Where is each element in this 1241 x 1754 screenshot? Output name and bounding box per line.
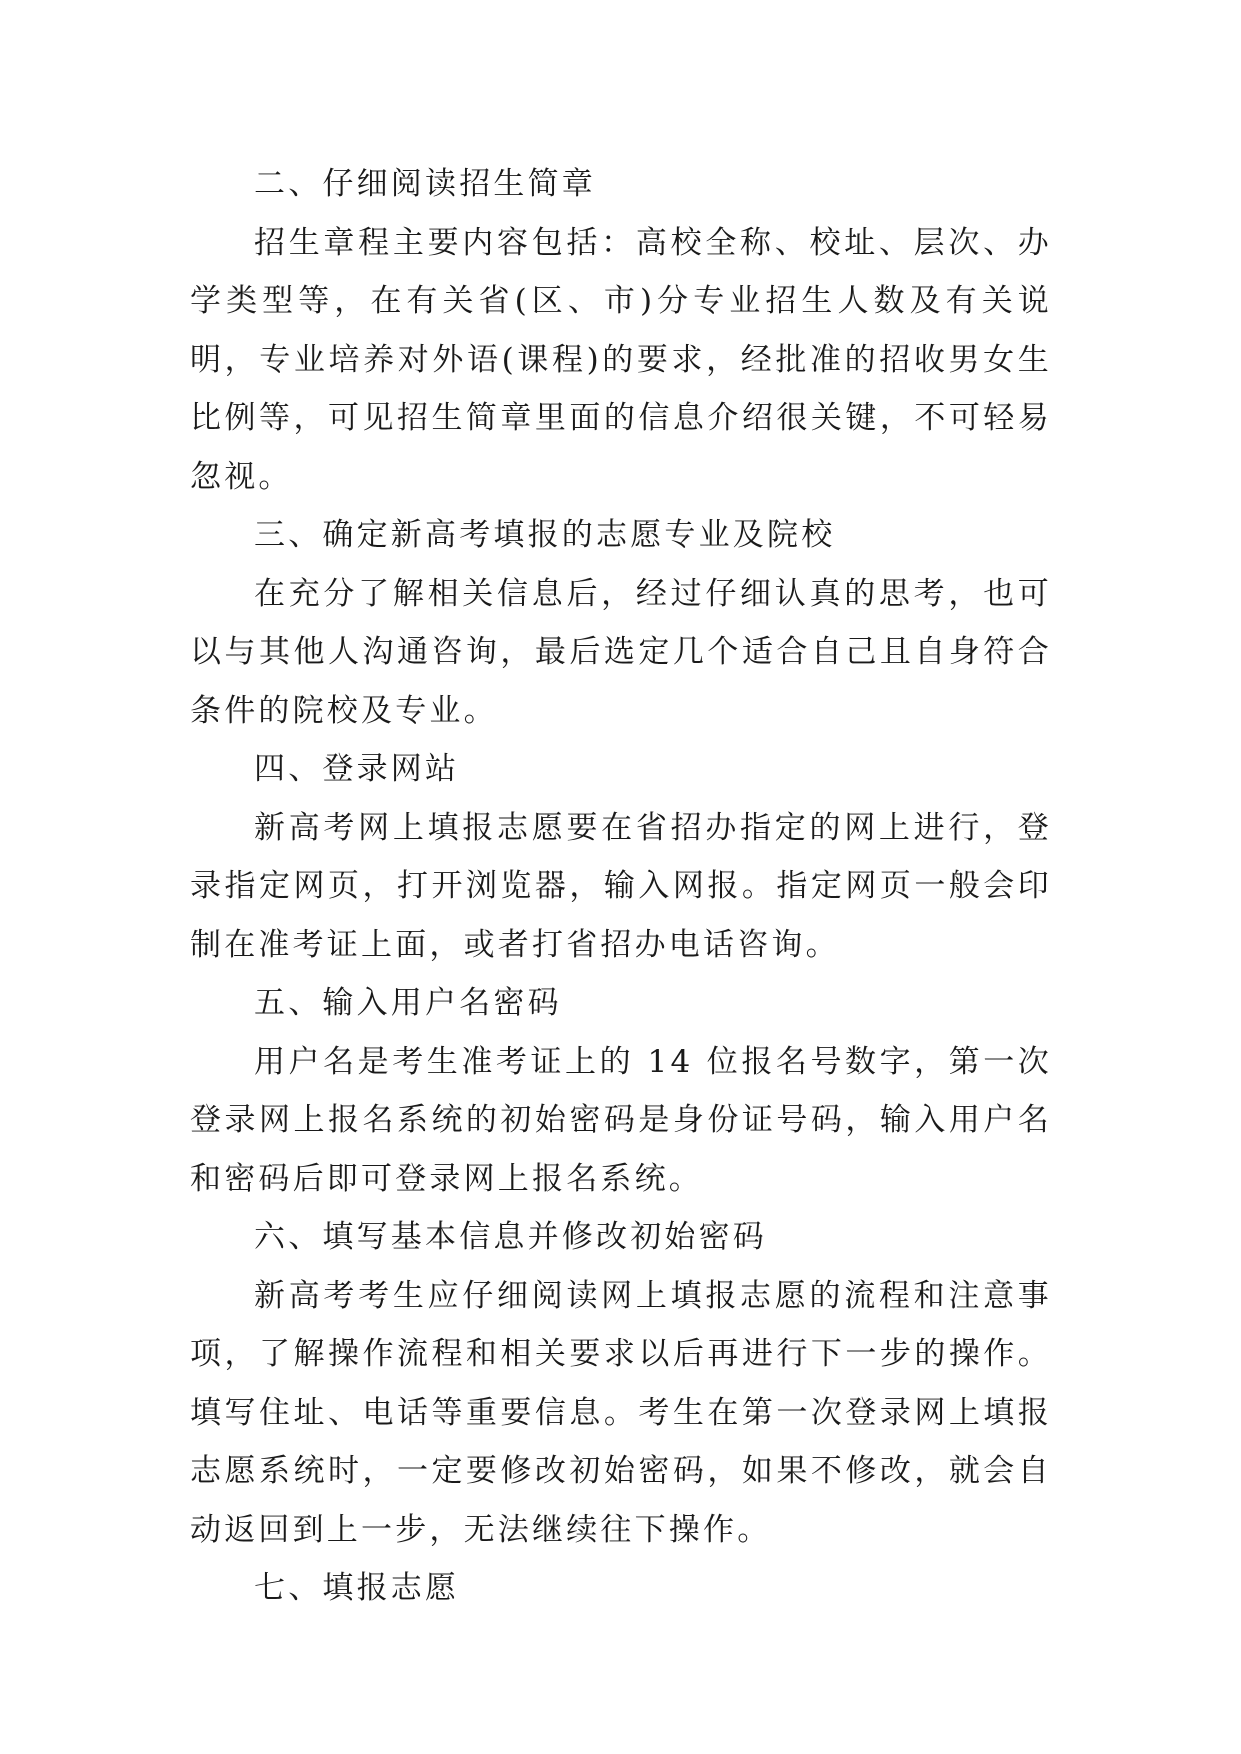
section-heading-3: 三、确定新高考填报的志愿专业及院校: [254, 517, 836, 553]
section-heading-4: 四、登录网站: [254, 751, 460, 787]
section-paragraph-5: 用户名是考生准考证上的 14 位报名号数字，第一次登录网上报名系统的初始密码是身份证号码，输入用户名和密码后即可登录网上报名系统。: [190, 1043, 1052, 1197]
section-paragraph-2: 招生章程主要内容包括：高校全称、校址、层次、办学类型等，在有关省(区、市)分专业招生人数及有关说明，专业培养对外语(课程)的要求，经批准的招收男女生比例等，可见招生简章里面的信息介绍很关键，不可轻易忽视。: [190, 224, 1052, 495]
section-heading-5: 五、输入用户名密码: [254, 985, 562, 1021]
section-paragraph-4: 新高考网上填报志愿要在省招办指定的网上进行，登录指定网页，打开浏览器，输入网报。指定网页一般会印制在准考证上面，或者打省招办电话咨询。: [190, 809, 1052, 963]
section-heading-7: 七、填报志愿: [254, 1570, 460, 1606]
section-paragraph-6: 新高考考生应仔细阅读网上填报志愿的流程和注意事项，了解操作流程和相关要求以后再进行下一步的操作。填写住址、电话等重要信息。考生在第一次登录网上填报志愿系统时，一定要修改初始密码，如果不修改，就会自动返回到上一步，无法继续往下操作。: [190, 1277, 1052, 1548]
section-paragraph-3: 在充分了解相关信息后，经过仔细认真的思考，也可以与其他人沟通咨询，最后选定几个适合自己且自身符合条件的院校及专业。: [190, 575, 1052, 729]
document-body: [190, 155, 1052, 1618]
section-heading-6: 六、填写基本信息并修改初始密码: [254, 1219, 767, 1255]
section-heading-2: 二、仔细阅读招生简章: [254, 166, 596, 202]
